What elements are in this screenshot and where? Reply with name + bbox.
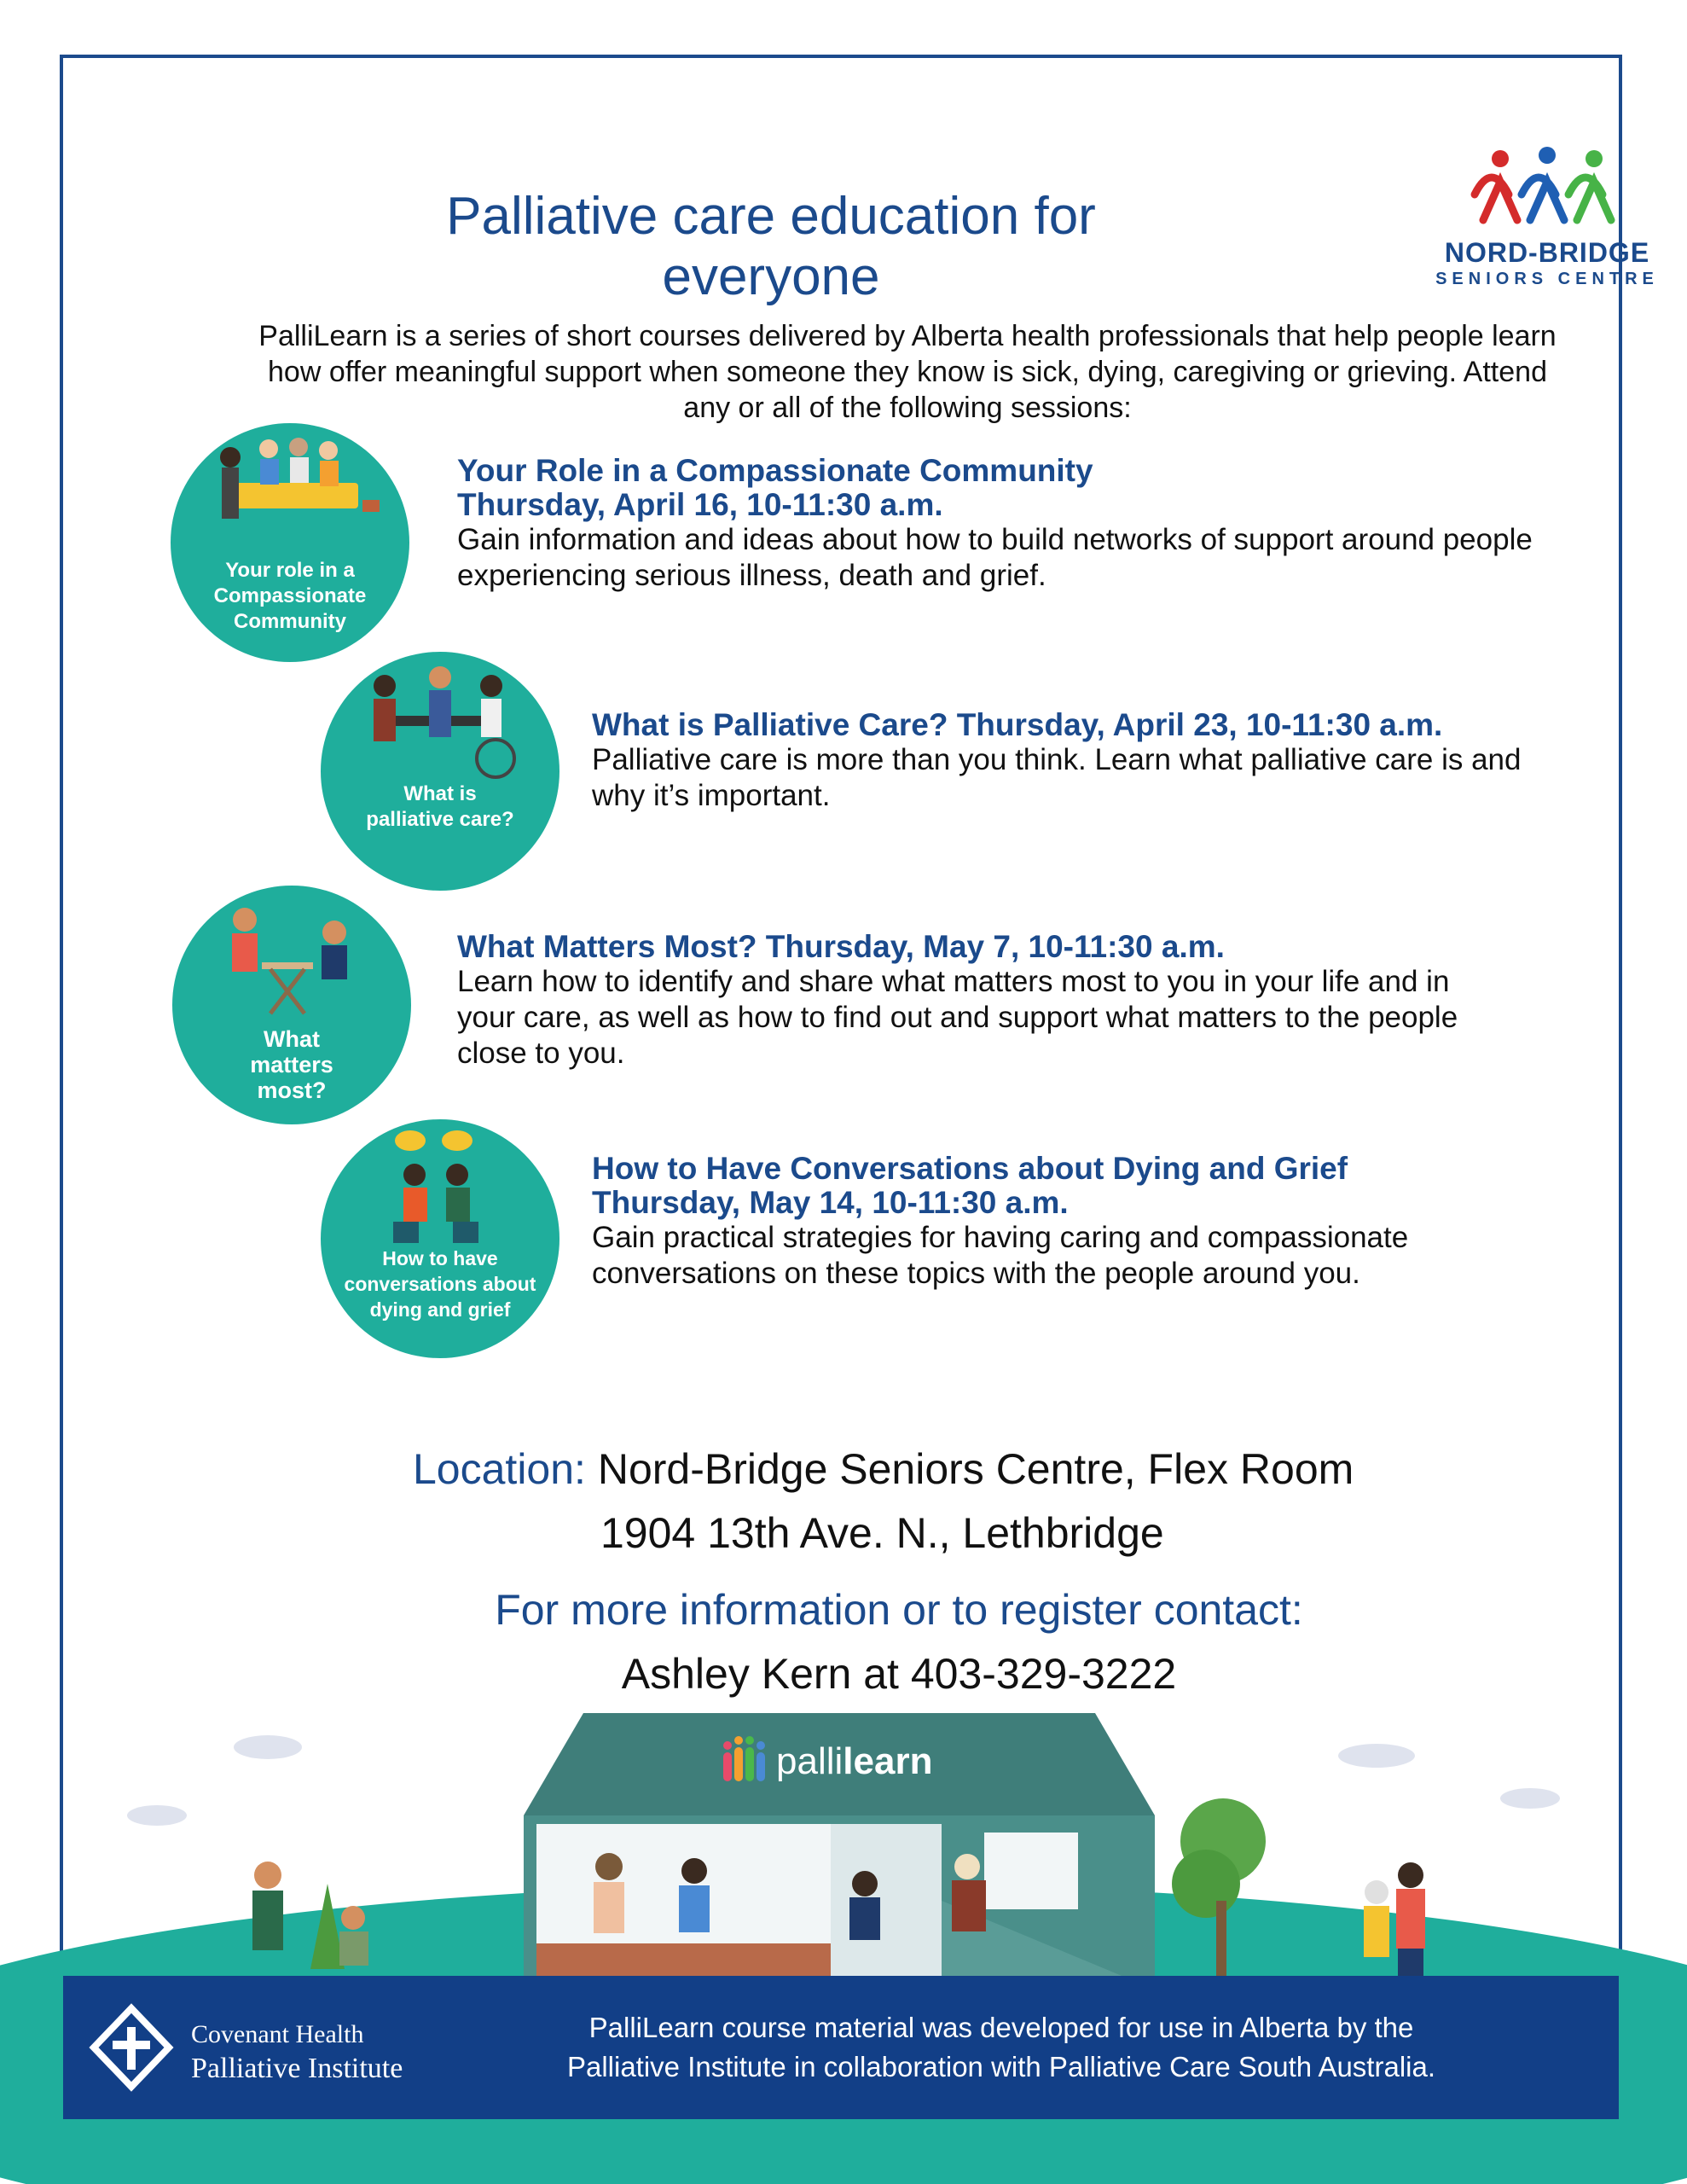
page-title: Palliative care education for everyone	[446, 187, 1096, 306]
session4-circle	[321, 1119, 559, 1358]
group-conversation-icon	[321, 652, 559, 891]
session2-caption-line: What is	[403, 782, 477, 805]
logo-line2: SENIORS CENTRE	[1435, 270, 1659, 288]
session1-date: Thursday, April 16, 10-11:30 a.m.	[457, 487, 943, 522]
footer-credit-line1: PalliLearn course material was developed for use in Alberta by the	[588, 2012, 1414, 2043]
session4-title: How to Have Conversations about Dying and Grief	[592, 1151, 1348, 1186]
session1	[457, 454, 1591, 594]
footer-credit	[490, 2008, 1513, 2087]
footer-org-line1: Covenant Health	[191, 2020, 364, 2048]
session3-title: What Matters Most? Thursday, May 7, 10-11:30 a.m.	[457, 929, 1225, 964]
location	[413, 1444, 1354, 1494]
session3-caption-line: matters	[250, 1052, 333, 1077]
location-value: Nord-Bridge Seniors Centre, Flex Room	[585, 1445, 1354, 1493]
session1-caption-line: Compassionate	[213, 584, 367, 607]
intro-text: PalliLearn is a series of short courses delivered by Alberta health professionals that help people learn how offer meaningful support when someone they know is sick, dying, caregiving or grieving. Attend any or all of the following sessions:	[258, 320, 1557, 424]
footer-credit-line2: Palliative Institute in collaboration with Palliative Care South Australia.	[566, 2051, 1436, 2082]
session1-caption-line: Your role in a	[225, 559, 355, 582]
location-label: Location:	[413, 1445, 586, 1493]
covenant-health-logo	[89, 2005, 455, 2090]
session1-title: Your Role in a Compassionate Community	[457, 453, 1093, 488]
session3	[457, 930, 1566, 1072]
people-logo-icon	[1466, 143, 1628, 233]
session4-caption-line: conversations about	[344, 1273, 536, 1295]
footer-org-line2: Palliative Institute	[191, 2053, 403, 2084]
session4-caption-line: How to have	[382, 1247, 498, 1269]
session3-circle	[172, 886, 411, 1124]
session4-date: Thursday, May 14, 10-11:30 a.m.	[592, 1185, 1069, 1220]
session3-caption-line: What	[264, 1026, 320, 1052]
session1-description: Gain information and ideas about how to build networks of support around people experiencing serious illness, death and grief.	[457, 523, 1533, 592]
location-address: 1904 13th Ave. N., Lethbridge	[600, 1509, 1164, 1557]
session2-caption-line: palliative care?	[366, 808, 514, 831]
session3-caption-line: most?	[257, 1077, 327, 1103]
session2-title: What is Palliative Care? Thursday, April 23, 10-11:30 a.m.	[592, 707, 1443, 742]
covenant-cross-icon	[89, 2005, 174, 2090]
session2	[592, 708, 1573, 814]
session4	[592, 1152, 1573, 1292]
logo-line1: NORD-BRIDGE	[1444, 237, 1650, 268]
session3-description: Learn how to identify and share what matters most to you in your life and in your care, as well as how to find out and support what matters to the people close to you.	[457, 965, 1458, 1070]
session1-circle	[171, 423, 409, 662]
contact-info: Ashley Kern at 403-329-3222	[621, 1650, 1177, 1698]
pallilearn-sign	[720, 1735, 942, 1786]
session4-description: Gain practical strategies for having caring and compassionate conversations on these topics with the people around you.	[592, 1221, 1409, 1290]
session2-description: Palliative care is more than you think. Learn what palliative care is and why it’s important.	[592, 743, 1522, 812]
poster-frame	[60, 55, 1659, 2123]
more-info: For more information or to register contact:	[495, 1586, 1303, 1634]
session2-circle	[321, 652, 559, 891]
sign-text-palli: palli	[776, 1740, 844, 1782]
nord-bridge-logo	[1423, 143, 1671, 288]
session4-caption-line: dying and grief	[369, 1298, 511, 1321]
footer	[63, 1976, 1619, 2119]
conversation-bubbles-icon	[321, 1119, 559, 1358]
sign-text-learn: learn	[843, 1740, 933, 1782]
pallilearn-logo-icon	[720, 1735, 771, 1786]
session1-caption-line: Community	[234, 610, 346, 633]
